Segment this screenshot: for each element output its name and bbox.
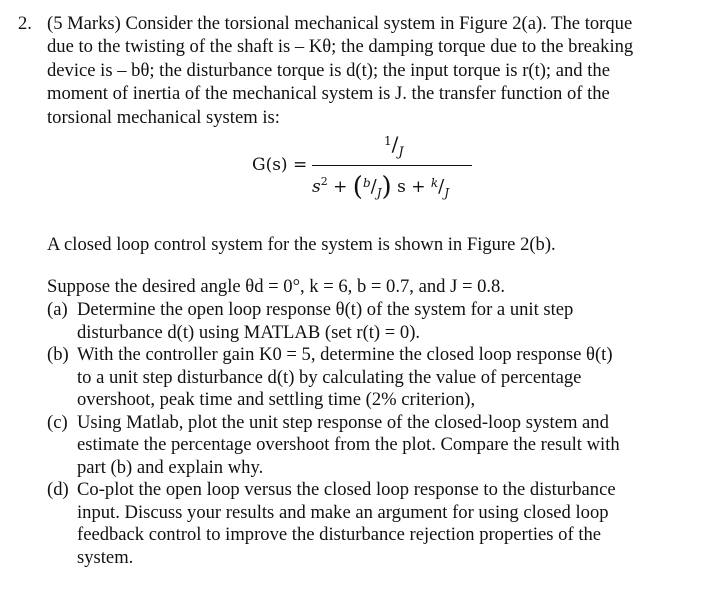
part-label: (a): [47, 299, 68, 320]
part-line: input. Discuss your results and make an argument for using closed loop: [77, 501, 609, 523]
intro-line: torsional mechanical system is:: [47, 106, 280, 128]
transfer-function-formula: [252, 128, 492, 206]
part-label: (d): [47, 479, 69, 500]
k-over-j: $^k/_J$: [430, 176, 450, 200]
part-line: estimate the percentage overshoot from the plot. Compare the result with: [77, 434, 620, 455]
intro-line: due to the twisting of the shaft is – Kθ; the damping torque due to the breaking: [47, 36, 634, 58]
b-top: b: [362, 176, 371, 190]
sub-questions: [47, 298, 702, 568]
part-line: Co-plot the open loop versus the closed loop response to the disturbance: [77, 479, 616, 500]
part-line: overshoot, peak time and settling time (2% criterion),: [77, 389, 476, 410]
formula-lhs: G(s) =: [252, 155, 308, 175]
denominator-exponent: 2: [320, 175, 328, 188]
question-intro: [47, 12, 697, 129]
part-b: [47, 343, 702, 411]
intro-line: device is – bθ; the disturbance torque is d(t); the input torque is r(t); and the: [47, 59, 610, 81]
fraction-bar: [312, 165, 472, 166]
intro-line: (5 Marks) Consider the torsional mechanical system in Figure 2(a). The torque: [47, 13, 633, 34]
b-bottom: J: [376, 186, 382, 200]
part-c: [47, 411, 702, 479]
given-values: Suppose the desired angle θd = 0°, k = 6, b = 0.7, and J = 0.8.: [47, 276, 505, 297]
numerator-top: 1: [384, 134, 392, 148]
k-top: k: [430, 176, 439, 190]
part-line: feedback control to improve the disturbance rejection properties of the: [77, 524, 602, 545]
denominator-plus: +: [327, 177, 353, 197]
part-line: part (b) and explain why.: [77, 456, 264, 478]
part-d: [47, 478, 702, 568]
part-label: (b): [47, 344, 69, 365]
closed-loop-text: A closed loop control system for the system is shown in Figure 2(b).: [47, 234, 556, 255]
part-line: to a unit step disturbance d(t) by calculating the value of percentage: [77, 366, 582, 388]
part-line: Determine the open loop response θ(t) of the system for a unit step: [77, 299, 574, 320]
numerator-bottom: J: [398, 145, 404, 160]
part-a: [47, 298, 702, 343]
part-line: disturbance d(t) using MATLAB (set r(t) = 0).: [77, 321, 421, 343]
part-line: system.: [77, 546, 134, 568]
part-line: With the controller gain K0 = 5, determine the closed loop response θ(t): [77, 344, 613, 365]
question-number: 2.: [18, 13, 32, 34]
k-bottom: J: [444, 186, 450, 200]
part-line: Using Matlab, plot the unit step response of the closed-loop system and: [77, 411, 609, 433]
denominator-s: s: [312, 177, 321, 197]
s-term: s +: [391, 177, 431, 197]
b-over-j: $^b/_J$: [362, 176, 382, 200]
formula-numerator: $^1/_J$: [384, 132, 404, 160]
intro-line: moment of inertia of the mechanical system is J. the transfer function of the: [47, 83, 610, 105]
part-label: (c): [47, 411, 68, 433]
formula-denominator: $s^2 + (^b/_J) s + ^k/_J$: [312, 172, 450, 202]
